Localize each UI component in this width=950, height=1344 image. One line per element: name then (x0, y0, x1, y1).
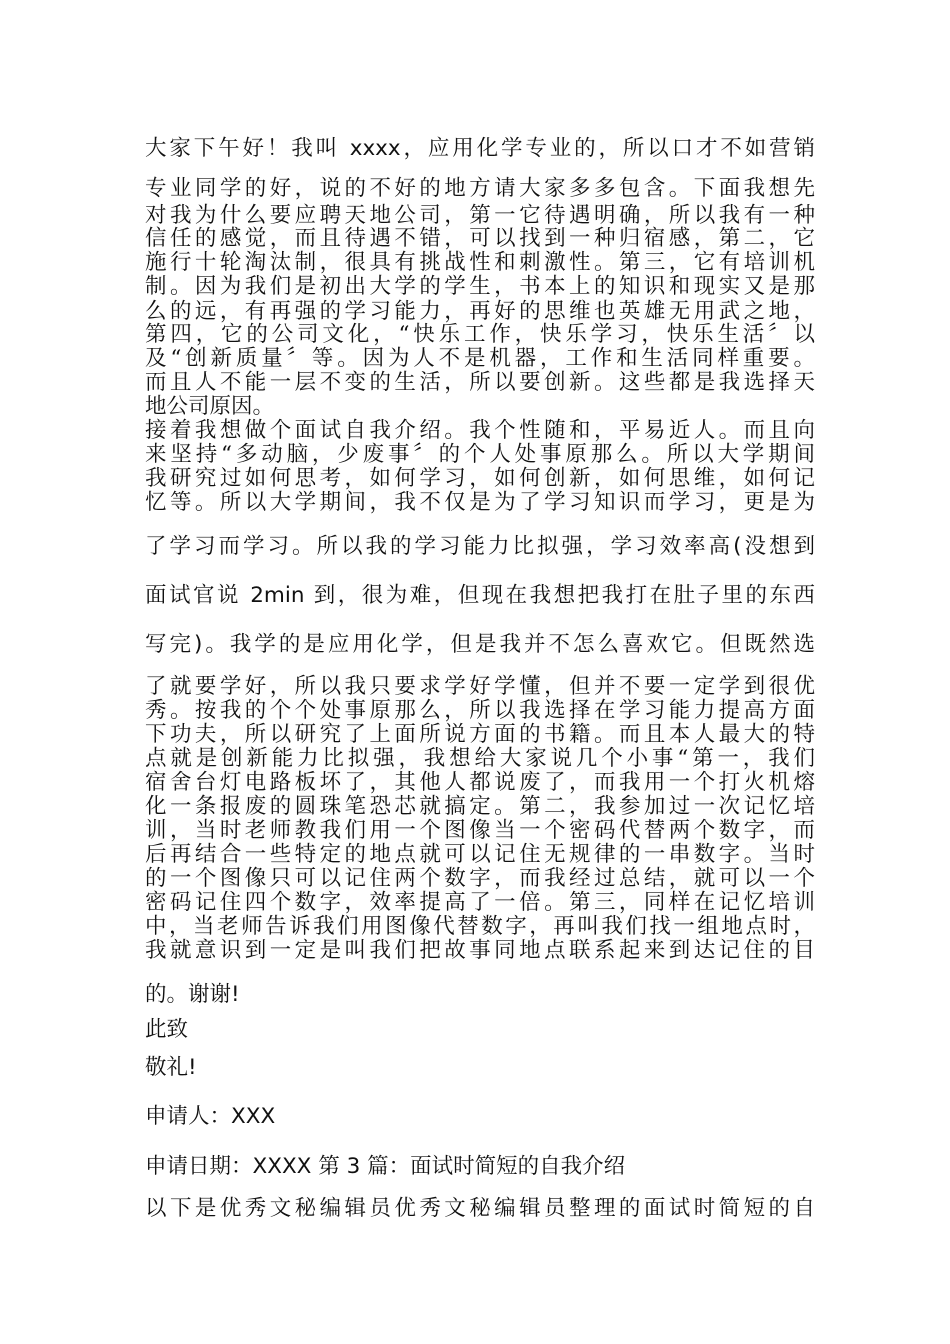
closing-regards: 敬礼! (145, 1055, 197, 1080)
text-line: 密码记住四个数字，效率提高了一倍。第三，同样在记忆培训 (145, 890, 815, 915)
text-line: 我研究过如何思考，如何学习，如何创新，如何思维，如何记 (145, 466, 815, 491)
application-date-line: 申请日期：XXXX 第 3 篇：面试时简短的自我介绍 (145, 1154, 626, 1179)
text-line: 接着我想做个面试自我介绍。我个性随和，平易近人。而且向 (145, 418, 815, 443)
applicant-line: 申请人：XXX (145, 1104, 276, 1129)
text-line: 了就要学好，所以我只要求学好学懂，但并不要一定学到很优 (145, 674, 815, 699)
text-line: 面试官说 2min 到，很为难，但现在我想把我打在肚子里的东西 (145, 583, 815, 608)
text-line: 来坚持“多动脑，少废事〞的个人处事原那么。所以大学期间 (145, 442, 815, 467)
text-line: 地公司原因。 (145, 394, 275, 419)
text-line: 以下是优秀文秘编辑员优秀文秘编辑员整理的面试时简短的自 (145, 1196, 815, 1221)
text-line: 第四，它的公司文化，“快乐工作，快乐学习，快乐生活〞以 (145, 322, 815, 347)
text-line: 写完)。我学的是应用化学，但是我并不怎么喜欢它。但既然选 (145, 632, 815, 657)
text-line: 训，当时老师教我们用一个图像当一个密码代替两个数字，而 (145, 818, 815, 843)
text-line: 大家下午好！我叫 xxxx，应用化学专业的，所以口才不如营销 (145, 136, 815, 161)
text-line: 信任的感觉，而且待遇不错，可以找到一种归宿感，第二，它 (145, 226, 815, 251)
text-line: 宿舍台灯电路板坏了，其他人都说废了，而我用一个打火机熔 (145, 770, 815, 795)
text-line: 秀。按我的个个处事原那么，所以我选择在学习能力提高方面 (145, 698, 815, 723)
text-line: 化一条报废的圆珠笔恐芯就搞定。第二，我参加过一次记忆培 (145, 794, 815, 819)
text-line: 我就意识到一定是叫我们把故事同地点联系起来到达记住的目 (145, 938, 815, 963)
text-line: 点就是创新能力比拟强，我想给大家说几个小事“第一，我们 (145, 746, 815, 771)
text-line: 而且人不能一层不变的生活，所以要创新。这些都是我选择天 (145, 370, 815, 395)
text-line: 下功夫，所以研究了上面所说方面的书籍。而且本人最大的特 (145, 722, 815, 747)
text-line: 对我为什么要应聘天地公司，第一它待遇明确，所以我有一种 (145, 203, 815, 228)
text-line: 后再结合一些特定的地点就可以记住无规律的一串数字。当时 (145, 842, 815, 867)
text-line: 及“创新质量〞等。因为人不是机器，工作和生活同样重要。 (145, 346, 815, 371)
text-line: 中，当老师告诉我们用图像代替数字，再叫我们找一组地点时， (145, 914, 815, 939)
text-line: 制。因为我们是初出大学的学生，书本上的知识和现实又是那 (145, 274, 815, 299)
text-line: 的。谢谢! (145, 982, 240, 1007)
text-line: 么的远，有再强的学习能力，再好的思维也英雄无用武之地， (145, 299, 815, 324)
text-line: 的一个图像只可以记住两个数字，而我经过总结，就可以一个 (145, 866, 815, 891)
text-line: 专业同学的好，说的不好的地方请大家多多包含。下面我想先 (145, 176, 815, 201)
text-line: 了学习而学习。所以我的学习能力比拟强，学习效率高(没想到 (145, 534, 815, 559)
closing-salutation: 此致 (145, 1017, 189, 1042)
text-line: 施行十轮淘汰制，很具有挑战性和刺激性。第三，它有培训机 (145, 250, 815, 275)
text-line: 忆等。所以大学期间，我不仅是为了学习知识而学习，更是为 (145, 490, 815, 515)
